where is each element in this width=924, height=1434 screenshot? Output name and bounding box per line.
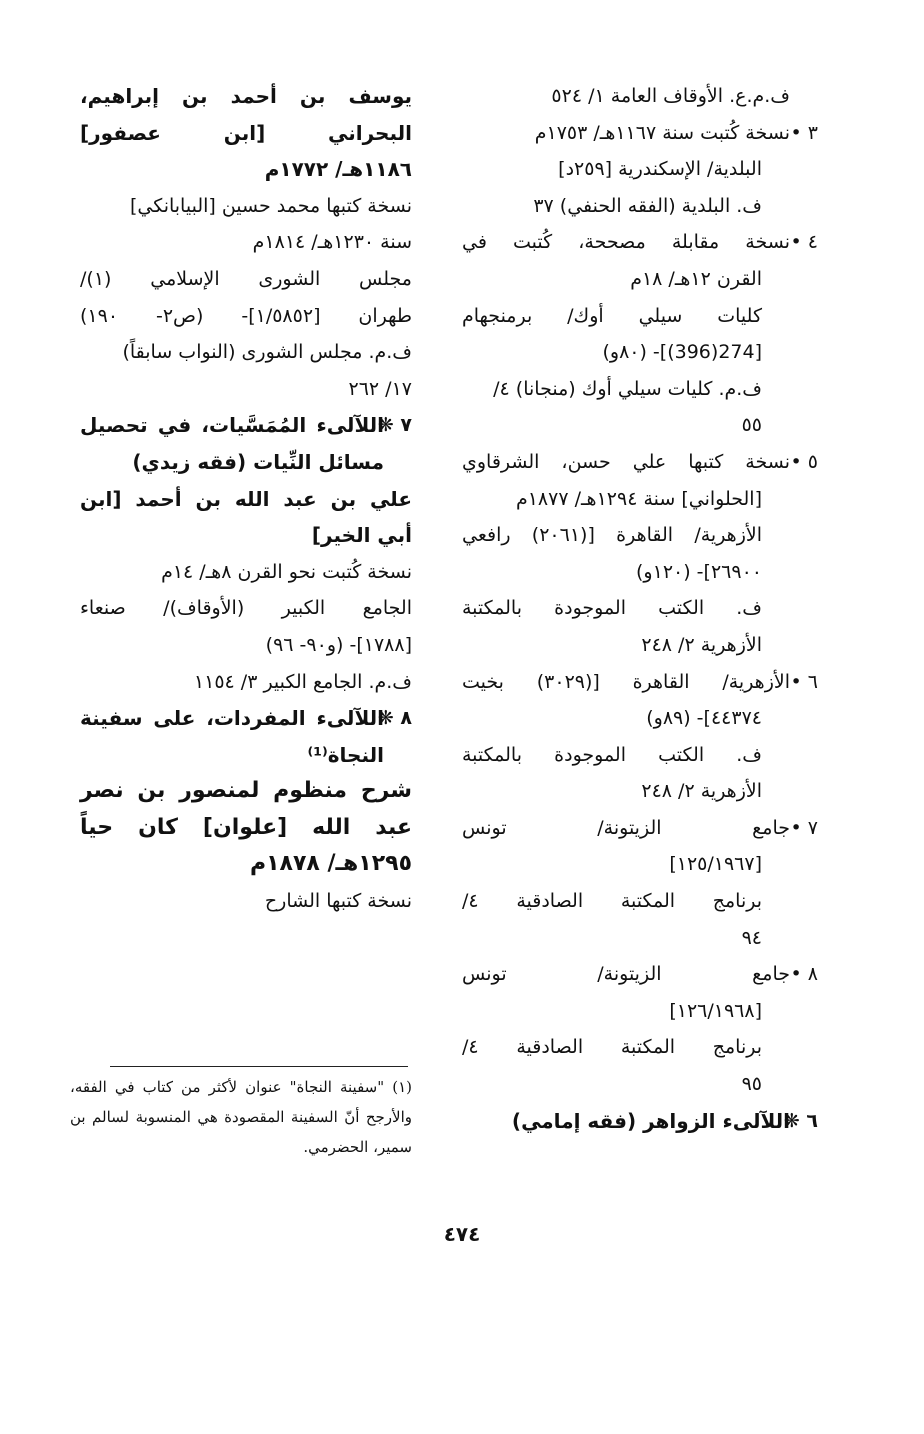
text-line: [462, 224, 818, 261]
line-text: الأزهرية/ القاهرة [(٣٠٢٩) بخيت: [462, 670, 790, 693]
entry-number: ٣ •: [790, 121, 818, 144]
text-line: [80, 846, 412, 883]
text-line: [462, 517, 818, 554]
text-line: [462, 1029, 818, 1066]
text-line: [80, 627, 412, 664]
line-text: ١٧/ ٢٦٢: [348, 377, 412, 400]
line-text: اللآلىء المُمَسَّيات، في تحصيل: [80, 413, 384, 438]
text-line: [462, 1103, 818, 1140]
line-text: ف. الكتب الموجودة بالمكتبة: [462, 743, 762, 766]
line-text: [١٢٦/١٩٦٨]: [669, 999, 762, 1022]
text-line: [462, 846, 818, 883]
line-text: [١٧٨٨]- (و٩٠- ٩٦): [265, 633, 412, 656]
footnote-line: (١) "سفينة النجاة" عنوان لأكثر من كتاب في الفقه،: [70, 1078, 412, 1096]
text-line: [462, 1066, 818, 1103]
text-line: [80, 517, 412, 554]
line-text: مسائل النِّيات (فقه زيدي): [132, 449, 384, 474]
footnotes: [70, 1072, 412, 1162]
line-text: اللآلىء الزواهر (فقه إمامي): [511, 1108, 790, 1133]
line-text: ٢٦٩٠٠]- (١٢٠و): [636, 560, 762, 583]
text-line: [80, 883, 412, 920]
entry-number: ٨ ❋: [377, 707, 412, 730]
line-text: يوسف بن أحمد بن إبراهيم،: [80, 84, 412, 108]
line-text: نسخة كتبها الشارح: [264, 890, 412, 913]
entry-number: ٦ •: [790, 670, 818, 693]
line-text: جامع الزيتونة/ تونس: [462, 816, 790, 839]
text-line: [462, 481, 818, 518]
line-text: ٩٤: [741, 926, 762, 949]
entry-number: ٤ •: [790, 231, 818, 254]
line-text: ف.م. كليات سيلي أوك (منجانا) ٤/: [493, 377, 762, 400]
line-text: نسخة كُتبت سنة ١١٦٧هـ/ ١٧٥٣م: [534, 121, 790, 144]
text-line: [462, 371, 818, 408]
text-line: [462, 810, 818, 847]
entry-number: ٥ •: [790, 450, 818, 473]
text-line: [462, 773, 818, 810]
text-line: [80, 334, 412, 371]
line-text: البلدية/ الإسكندرية [٢٥٩د]: [558, 158, 762, 181]
line-text: ف.م.ع. الأوقاف العامة ١/ ٥٢٤: [551, 85, 790, 107]
line-text: نسخة مقابلة مصححة، كُتبت في: [462, 231, 790, 254]
text-line: [462, 261, 818, 298]
line-text: برنامج المكتبة الصادقية ٤/: [462, 890, 762, 913]
line-text: نسخة كتبها محمد حسين [البيابانكي]: [129, 194, 412, 217]
text-line: [80, 810, 412, 847]
line-text: أبي الخير]: [311, 523, 412, 548]
line-text: كليات سيلي أوك/ برمنجهام: [462, 304, 762, 327]
text-line: [80, 371, 412, 408]
text-line: [80, 78, 412, 115]
text-line: [462, 664, 818, 701]
line-text: سنة ١٢٣٠هـ/ ١٨١٤م: [252, 231, 412, 254]
line-text: شرح منظوم لمنصور بن نصر: [80, 778, 412, 804]
text-line: [80, 700, 412, 737]
line-text: مجلس الشورى الإسلامي (١)/: [80, 267, 412, 290]
text-line: [462, 298, 818, 335]
text-line: [462, 334, 818, 371]
line-text: الأزهرية ٢/ ٢٤٨: [641, 633, 762, 656]
line-text: ١٢٩٥هـ/ ١٨٧٨م: [249, 851, 412, 877]
text-line: [462, 188, 818, 225]
footnote-line: سمير، الحضرمي.: [303, 1138, 412, 1156]
line-text: ف.م. الجامع الكبير ٣/ ١١٥٤: [193, 670, 412, 693]
line-text: نسخة كتبها علي حسن، الشرقاوي: [462, 450, 790, 473]
text-line: [462, 444, 818, 481]
text-line: [80, 298, 412, 335]
line-text: [١٢٥/١٩٦٧]: [669, 853, 762, 876]
line-text: النجاة⁽¹⁾: [307, 742, 384, 767]
line-text: عبد الله [علوان] كان حياً: [80, 814, 412, 840]
text-line: [80, 737, 412, 774]
line-text: القرن ١٢هـ/ ١٨م: [630, 267, 762, 290]
line-text: ف. البلدية (الفقه الحنفي) ٣٧: [533, 194, 762, 217]
right-column: [462, 78, 818, 1139]
line-text: [274(396)]- (٨٠و): [602, 341, 762, 364]
entry-number: ٧ •: [790, 816, 818, 839]
text-line: [462, 737, 818, 774]
line-text: الجامع الكبير (الأوقاف)/ صنعاء: [80, 597, 412, 620]
text-line: [462, 554, 818, 591]
footnote-divider: [110, 1066, 408, 1067]
text-line: [80, 151, 412, 188]
line-text: الأزهرية ٢/ ٢٤٨: [641, 780, 762, 803]
text-line: [80, 261, 412, 298]
line-text: علي بن عبد الله بن أحمد [ابن: [80, 486, 412, 511]
text-line: [80, 115, 412, 152]
text-line: [80, 590, 412, 627]
line-text: البحراني [ابن عصفور]: [80, 120, 412, 145]
text-line: [80, 188, 412, 225]
entry-number: ٧ ❋: [377, 414, 412, 437]
line-text: [الحلواني] سنة ١٢٩٤هـ/ ١٨٧٧م: [515, 487, 762, 510]
line-text: ٥٥: [741, 414, 762, 437]
entry-number: ٨ •: [790, 963, 818, 986]
text-line: [462, 920, 818, 957]
text-line: [462, 883, 818, 920]
line-text: ف.م. مجلس الشورى (النواب سابقاً): [122, 341, 412, 364]
text-line: [462, 151, 818, 188]
page-number: ٤٧٤: [443, 1222, 481, 1246]
line-text: طهران [١/٥٨٥٢]- (ص٢- ١٩٠): [80, 304, 412, 327]
text-line: [462, 993, 818, 1030]
line-text: ف. الكتب الموجودة بالمكتبة: [462, 597, 762, 620]
text-line: [462, 627, 818, 664]
text-line: [462, 700, 818, 737]
line-text: الأزهرية/ القاهرة [(٢٠٦١) رافعي: [462, 524, 762, 547]
line-text: برنامج المكتبة الصادقية ٤/: [462, 1036, 762, 1059]
line-text: ٤٤٣٧٤]- (٨٩و): [646, 707, 762, 730]
text-line: [80, 554, 412, 591]
left-column: [80, 78, 412, 920]
line-text: جامع الزيتونة/ تونس: [462, 963, 790, 986]
text-line: [80, 773, 412, 810]
text-line: [80, 407, 412, 444]
text-line: [80, 224, 412, 261]
footnote-line: والأرجح أنّ السفينة المقصودة هي المنسوبة لسالم بن: [70, 1108, 412, 1126]
text-line: [462, 956, 818, 993]
text-line: [462, 115, 818, 152]
text-line: [80, 444, 412, 481]
line-text: ١١٨٦هـ/ ١٧٧٢م: [264, 157, 412, 182]
text-line: [462, 407, 818, 444]
text-line: [462, 590, 818, 627]
text-line: [80, 481, 412, 518]
text-line: [80, 664, 412, 701]
entry-number: ٦ ❋: [783, 1109, 818, 1132]
line-text: نسخة كُتبت نحو القرن ٨هـ/ ١٤م: [161, 560, 412, 583]
text-line: [462, 78, 818, 115]
line-text: ٩٥: [741, 1073, 762, 1096]
line-text: اللآلىء المفردات، على سفينة: [80, 706, 384, 731]
